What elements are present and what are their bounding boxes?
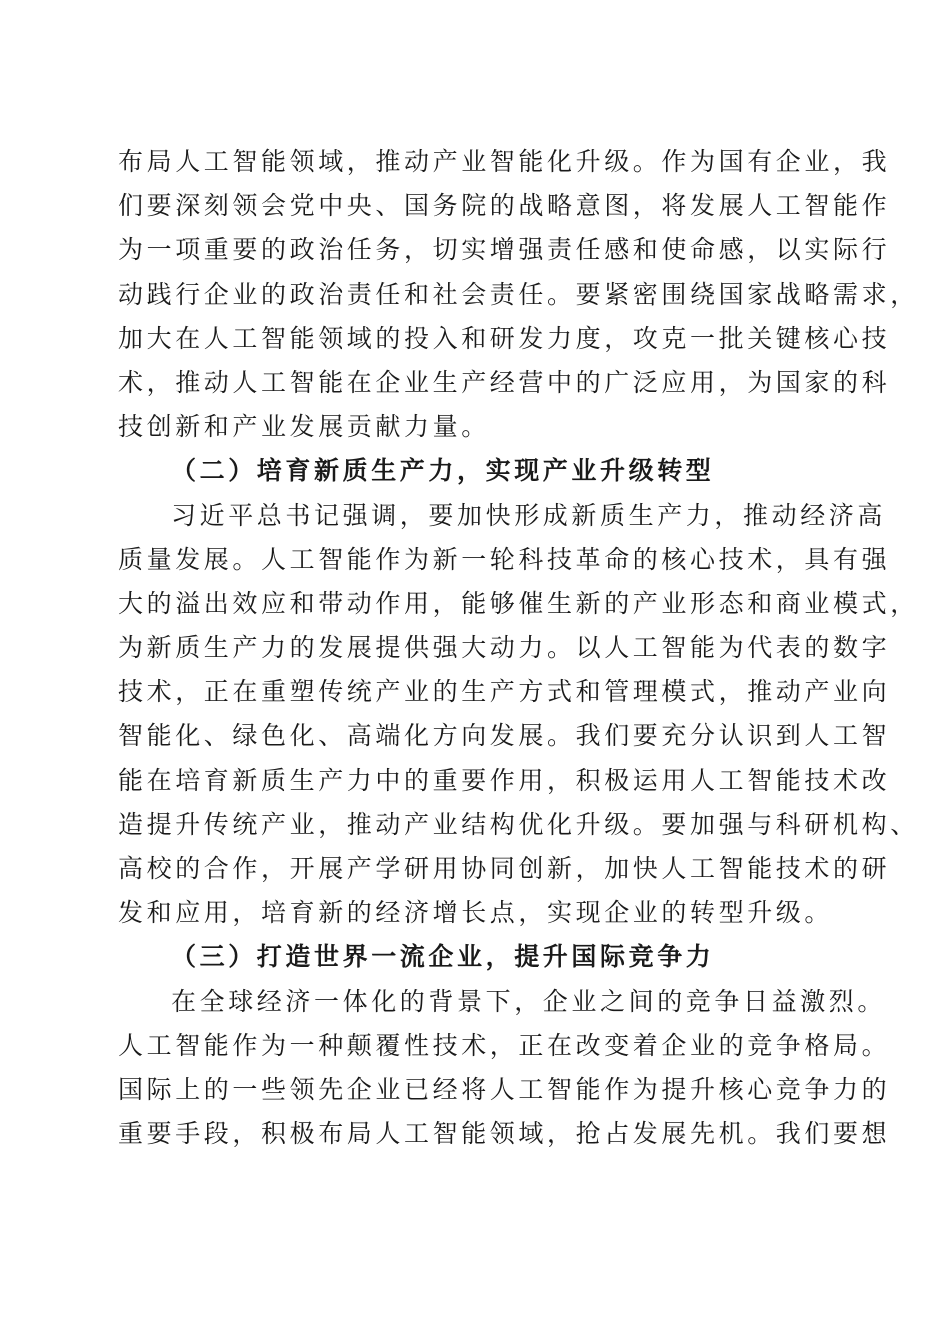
body-text-line: 国际上的一些领先企业已经将人工智能作为提升核心竞争力的 bbox=[118, 1074, 891, 1104]
body-text-line: 习近平总书记强调，要加快形成新质生产力，推动经济高 bbox=[171, 500, 887, 530]
body-text-line: 能在培育新质生产力中的重要作用，积极运用人工智能技术改 bbox=[118, 765, 891, 795]
body-text-line: 为新质生产力的发展提供强大动力。以人工智能为代表的数字 bbox=[118, 633, 891, 663]
body-text-line: 技创新和产业发展贡献力量。 bbox=[118, 412, 490, 442]
body-text-line: 技术，正在重塑传统产业的生产方式和管理模式，推动产业向 bbox=[118, 677, 891, 707]
body-text-line: 造提升传统产业，推动产业结构优化升级。要加强与科研机构、 bbox=[118, 809, 919, 839]
body-text-line: 重要手段，积极布局人工智能领域，抢占发展先机。我们要想 bbox=[118, 1119, 891, 1149]
section-heading: （二）培育新质生产力，实现产业升级转型 bbox=[171, 456, 715, 486]
document-body bbox=[118, 140, 919, 1156]
body-text-line: 高校的合作，开展产学研用协同创新，加快人工智能技术的研 bbox=[118, 854, 891, 883]
body-text-line: 人工智能作为一种颠覆性技术，正在改变着企业的竞争格局。 bbox=[118, 1030, 891, 1060]
section-heading: （三）打造世界一流企业，提升国际竞争力 bbox=[171, 942, 715, 972]
body-text-line: 加大在人工智能领域的投入和研发力度，攻克一批关键核心技 bbox=[118, 323, 891, 353]
body-text-line: 发和应用，培育新的经济增长点，实现企业的转型升级。 bbox=[118, 898, 834, 928]
body-text-line: 在全球经济一体化的背景下，企业之间的竞争日益激烈。 bbox=[171, 986, 887, 1016]
body-text-line: 为一项重要的政治任务，切实增强责任感和使命感，以实际行 bbox=[118, 235, 891, 265]
body-text-line: 布局人工智能领域，推动产业智能化升级。作为国有企业，我 bbox=[118, 147, 891, 176]
body-text-line: 智能化、绿色化、高端化方向发展。我们要充分认识到人工智 bbox=[118, 721, 891, 751]
body-text-line: 大的溢出效应和带动作用，能够催生新的产业形态和商业模式， bbox=[118, 588, 919, 618]
body-text-line: 术，推动人工智能在企业生产经营中的广泛应用，为国家的科 bbox=[118, 367, 891, 397]
body-text-line: 们要深刻领会党中央、国务院的战略意图，将发展人工智能作 bbox=[118, 191, 891, 221]
body-text-line: 动践行企业的政治责任和社会责任。要紧密围绕国家战略需求， bbox=[118, 279, 919, 309]
body-text-line: 质量发展。人工智能作为新一轮科技革命的核心技术，具有强 bbox=[118, 544, 891, 574]
